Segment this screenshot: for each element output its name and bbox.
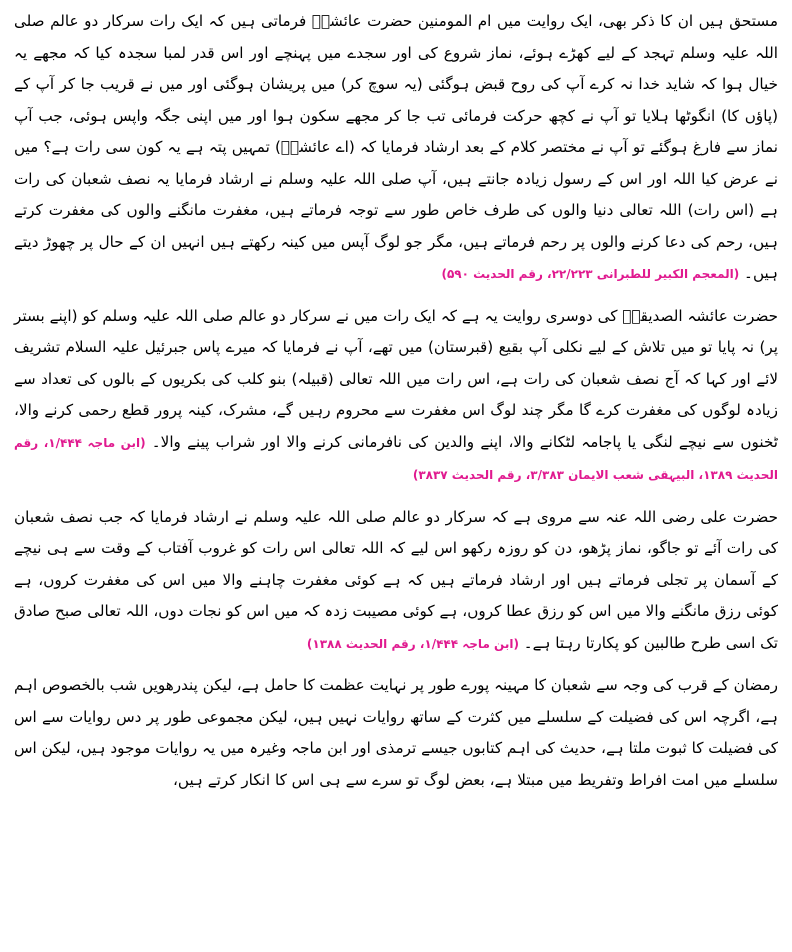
hadith-reference: (المعجم الکبیر للطبرانی ۲۲/۲۲۳، رقم الحدیث ۵۹۰) bbox=[441, 267, 740, 281]
paragraph-text: حضرت عائشہ الصدیقہؓ کی دوسری روایت یہ ہے کہ ایک رات میں نے سرکار دو عالم صلی اللہ علیہ وسلم کو (اپنے بستر پر) نہ پایا تو میں تلاش کے لیے نکلی آپ بقیع (قبرستان) میں تھے، آپ نے فرمایا کہ میرے پاس جبرئیل علیہ السلام تشریف لائے اور کہا کہ آج نصف شعبان کی رات ہے، اس رات میں اللہ تعالی (قبیلہ) بنو کلب کی بکریوں کے بالوں کی تعداد سے زیادہ لوگوں کی مغفرت کرے گا مگر چند لوگ اس مغفرت سے محروم رہیں گے، مشرک، کینہ پرور قطع رحمی کرنے والا، ٹخنوں سے نیچے لنگی یا پاجامہ لٹکانے والا، اپنے والدین کی نافرمانی کرنے والا اور شراب پینے والا۔ bbox=[14, 306, 779, 451]
hadith-reference: (ابن ماجہ ۱/۴۴۴، رقم الحدیث ۱۳۸۸) bbox=[306, 636, 519, 651]
paragraph-4 bbox=[14, 670, 778, 796]
paragraph-text: رمضان کے قرب کی وجہ سے شعبان کا مہینہ پورے طور پر نہایت عظمت کا حامل ہے، لیکن پندرھویں شب بالخصوص اہم ہے، اگرچہ اس کی فضیلت کے سلسلے میں کثرت کے ساتھ روایات نہیں ہیں، لیکن مجموعی طور پر دس روایات سے اس کی فضیلت کا ثبوت ملتا ہے، حدیث کی اہم کتابوں جیسے ترمذی اور ابن ماجہ وغیرہ میں یہ روایات موجود ہیں، لیکن اس سلسلے میں امت افراط وتفریط میں مبتلا ہے، بعض لوگ تو سرے سے ہی اس کا انکار کرتے ہیں، bbox=[14, 676, 779, 789]
paragraph-1 bbox=[14, 6, 778, 291]
paragraph-text: مستحق ہیں ان کا ذکر بھی، ایک روایت میں ام المومنین حضرت عائشہؓ فرماتی ہیں کہ ایک رات سرکار دو عالم صلی اللہ علیہ وسلم تہجد کے لیے کھڑے ہوئے، نماز شروع کی اور سجدے میں پہنچے اور اس قدر لمبا سجدہ کیا کہ مجھے یہ خیال ہوا کہ شاید خدا نہ کرے آپ کی روح قبض ہوگئی (یہ سوچ کر) میں پریشان ہوگئی اور میں نے قریب جا کر آپ کے (پاؤں کا) انگوٹھا ہلایا تو آپ نے کچھ حرکت فرمائی تب جا کر مجھے سکون ہوا اور میں اپنی جگہ واپس ہوئی، جب آپ نماز سے فارغ ہوگئے تو آپ نے مختصر کلام کے بعد ارشاد فرمایا کہ (اے عائشہؓ) تمہیں پتہ ہے یہ کون سی رات ہے؟ میں نے عرض کیا اللہ اور اس کے رسول زیادہ جانتے ہیں، آپ صلی اللہ علیہ وسلم نے ارشاد فرمایا یہ نصف شعبان کی رات ہے (اس رات) اللہ تعالی دنیا والوں کی طرف خاص طور سے توجہ فرماتے ہیں، مغفرت مانگنے والوں کی مغفرت کرتے ہیں، رحم کی دعا کرنے والوں پر رحم فرماتے ہیں، مگر جو لوگ آپس میں کینہ رکھتے ہیں انہیں ان کے حال پر چھوڑ دیتے ہیں۔ bbox=[14, 12, 778, 282]
paragraph-3 bbox=[14, 502, 778, 661]
paragraph-2 bbox=[14, 301, 778, 492]
paragraph-text: حضرت علی رضی اللہ عنہ سے مروی ہے کہ سرکار دو عالم صلی اللہ علیہ وسلم نے ارشاد فرمایا کہ جب نصف شعبان کی رات آئے تو جاگو، نماز پڑھو، دن کو روزہ رکھو اس لیے کہ اللہ تعالی اس رات کو غروب آفتاب کے وقت سے ہی نیچے کے آسمان پر تجلی فرماتے ہیں اور ارشاد فرماتے ہیں کہ ہے کوئی مغفرت چاہنے والا میں اس کی مغفرت کروں، ہے کوئی رزق مانگنے والا میں اس کو رزق عطا کروں، ہے کوئی مصیبت زدہ کہ میں اس کو نجات دوں، اللہ تعالی صبح صادق تک اسی طرح طالبین کو پکارتا رہتا ہے۔ bbox=[14, 507, 778, 652]
hadith-reference: (ابن ماجہ ۱/۴۴۴، رقم الحدیث ۱۳۸۹، البیہقی شعب الایمان ۳/۳۸۳، رقم الحدیث ۳۸۳۷) bbox=[14, 435, 778, 482]
